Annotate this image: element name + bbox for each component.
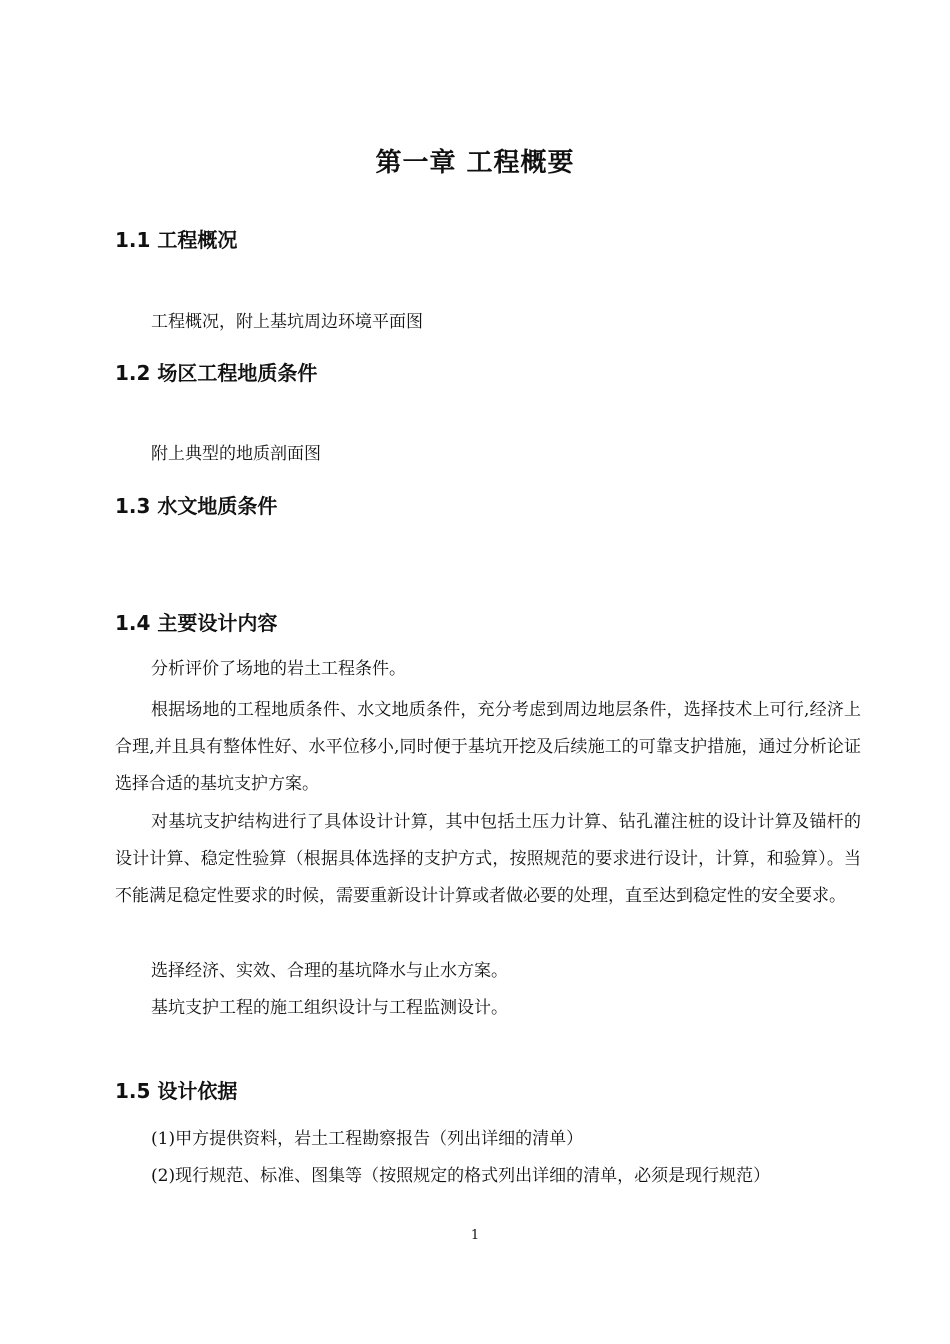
paragraph-1-5-2: (2)现行规范、标准、图集等（按照规定的格式列出详细的清单，必须是现行规范）: [151, 1166, 771, 1186]
paragraph-1-4-4: 选择经济、实效、合理的基坑降水与止水方案。: [151, 961, 508, 981]
page-number: 1: [470, 1228, 480, 1243]
paragraph-1-4-5: 基坑支护工程的施工组织设计与工程监测设计。: [151, 998, 508, 1018]
paragraph-1-5-1: (1)甲方提供资料，岩土工程勘察报告（列出详细的清单）: [151, 1129, 584, 1149]
section-heading-1-1: 1.1 工程概况: [115, 228, 238, 252]
chapter-title: 第一章 工程概要: [375, 148, 575, 178]
section-heading-1-2: 1.2 场区工程地质条件: [115, 361, 318, 385]
section-heading-1-4: 1.4 主要设计内容: [115, 611, 278, 635]
section-heading-1-3: 1.3 水文地质条件: [115, 494, 278, 518]
paragraph-1-4-2: 根据场地的工程地质条件、水文地质条件，充分考虑到周边地层条件，选择技术上可行,经济上合理,并且具有整体性好、水平位移小,同时便于基坑开挖及后续施工的可靠支护措施，通过分析论证选择合适的基坑支护方案。: [115, 700, 861, 794]
paragraph-1-2-1: 附上典型的地质剖面图: [151, 444, 321, 464]
paragraph-1-1-1: 工程概况，附上基坑周边环境平面图: [151, 312, 423, 332]
paragraph-1-4-1: 分析评价了场地的岩土工程条件。: [151, 659, 406, 679]
section-heading-1-5: 1.5 设计依据: [115, 1079, 238, 1103]
paragraph-1-4-3: 对基坑支护结构进行了具体设计计算，其中包括土压力计算、钻孔灌注桩的设计计算及锚杆的设计计算、稳定性验算（根据具体选择的支护方式，按照规范的要求进行设计，计算，和验算）。当不能满足稳定性要求的时候，需要重新设计计算或者做必要的处理，直至达到稳定性的安全要求。: [115, 812, 861, 906]
